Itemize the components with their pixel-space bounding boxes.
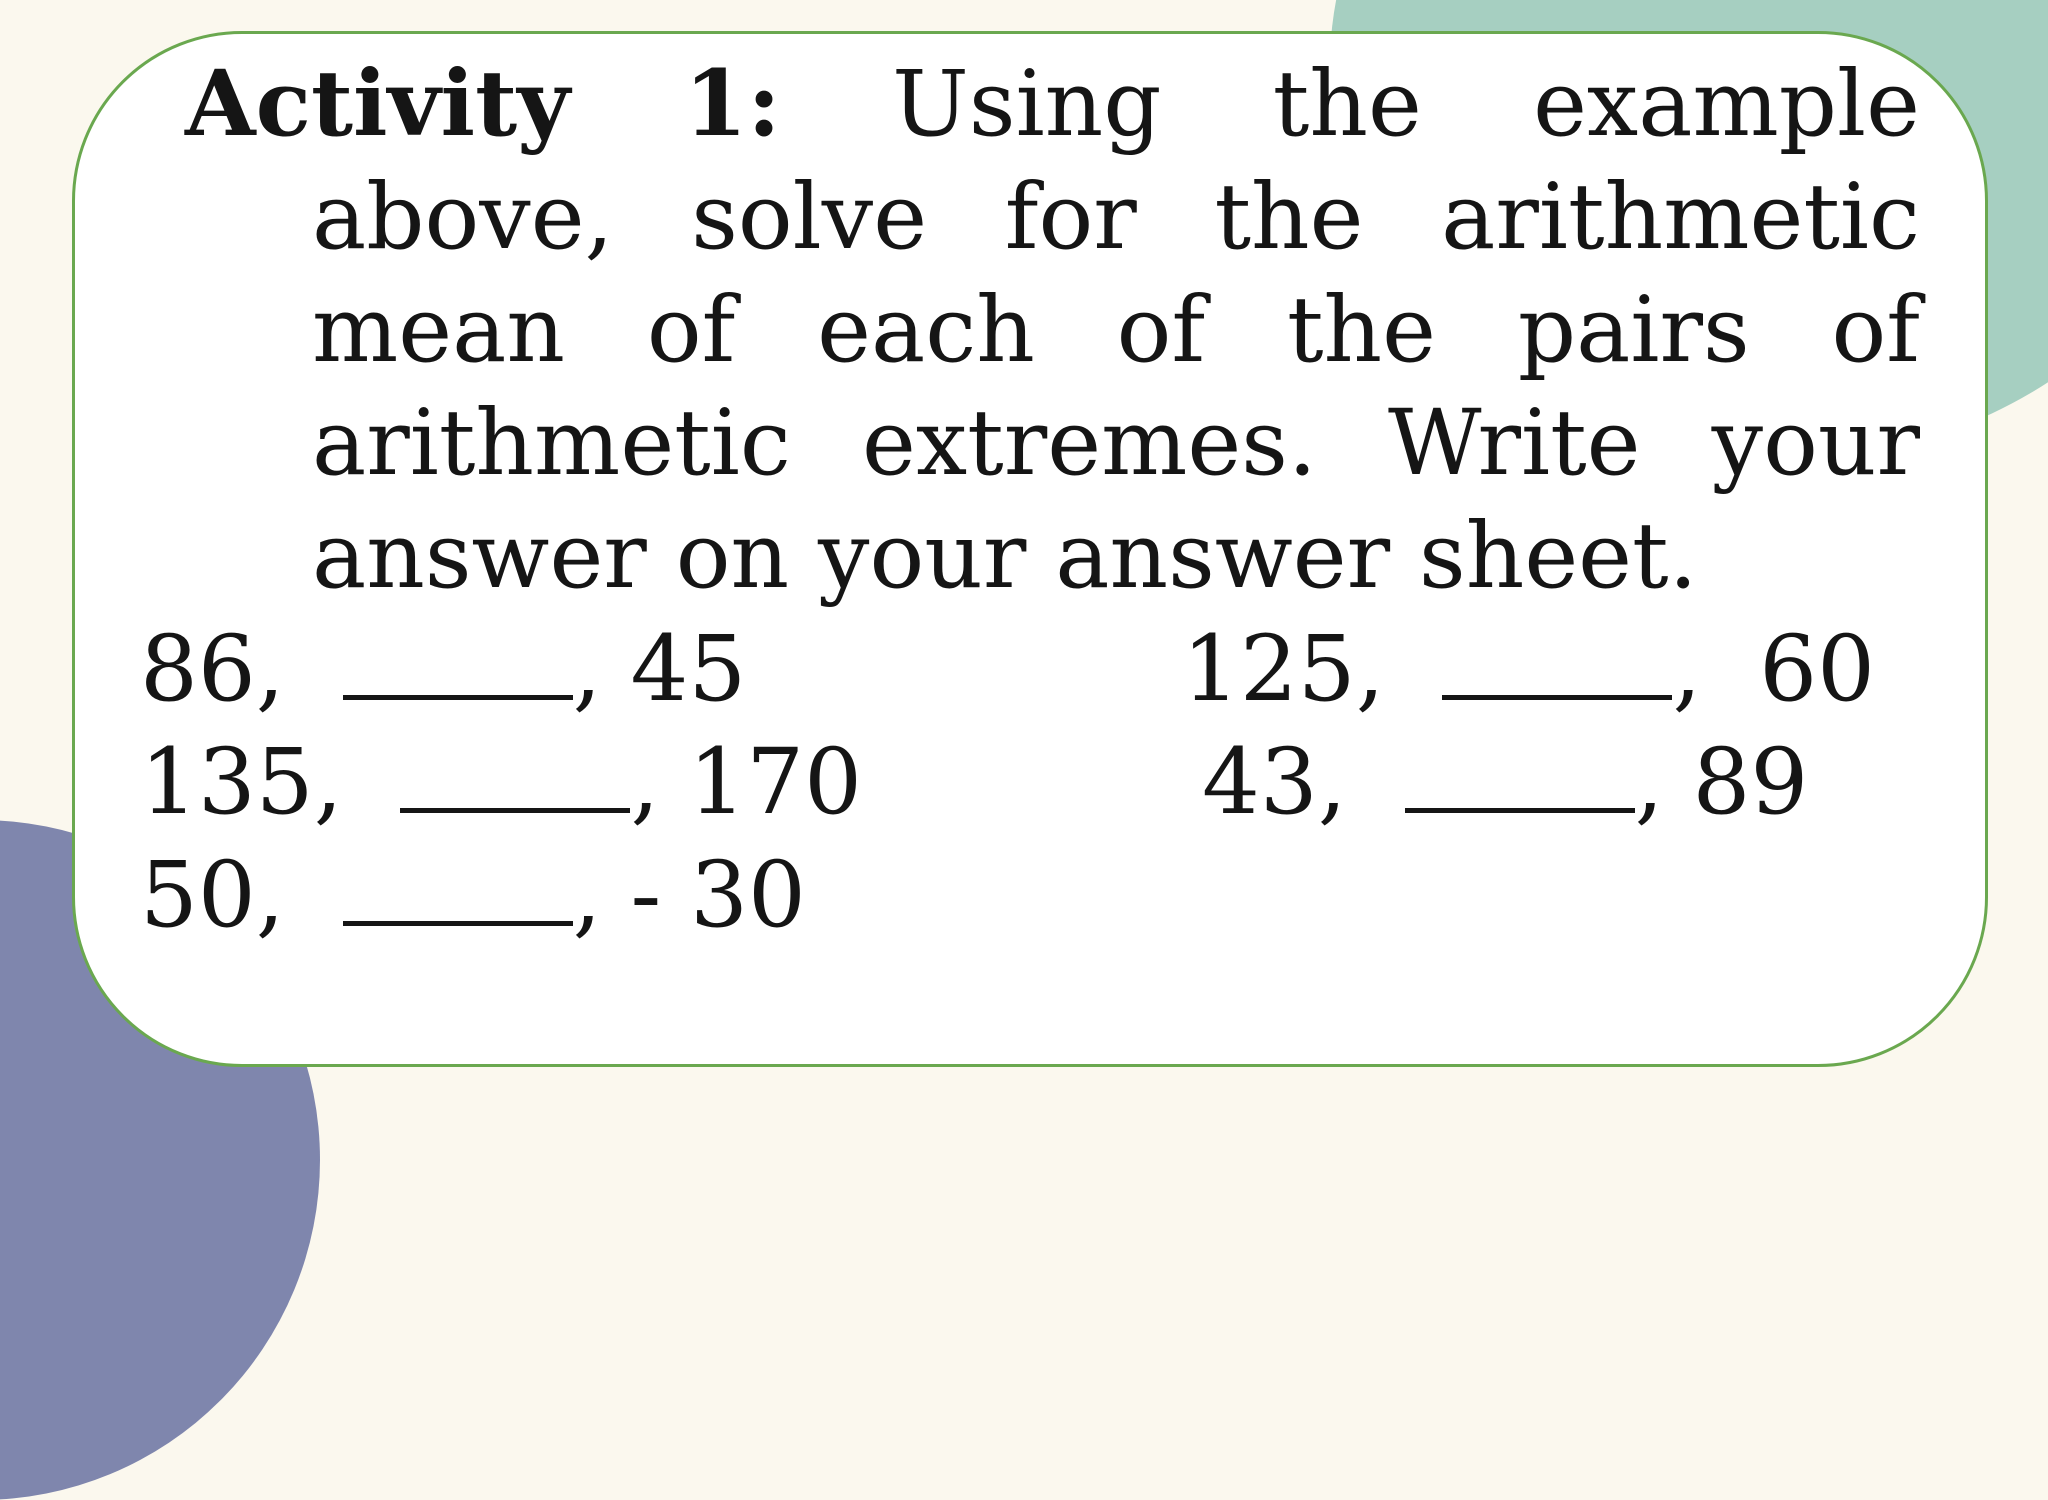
problem-86-45 [140,613,746,726]
answer-blank [1442,695,1672,700]
problem-50-minus-30 [140,839,806,952]
problem-first-term: 43, [1202,730,1347,835]
problem-135-170 [140,726,862,839]
problem-last-term: , 170 [630,730,863,835]
problem-last-term: , - 30 [572,843,806,948]
problem-first-term: 86, [140,617,285,722]
problem-43-89 [1202,726,1808,839]
problem-last-term: , 60 [1672,617,1876,722]
problem-first-term: 125, [1182,617,1385,722]
answer-blank [343,921,573,926]
problem-last-term: , 89 [1634,730,1809,835]
problem-first-term: 135, [140,730,343,835]
problem-125-60 [1182,613,1875,726]
answer-blank [400,808,630,813]
problem-first-term: 50, [140,843,285,948]
activity-instruction-text: Using the example above, solve for the arithmetic mean of each of the pairs of arithmetic extremes. Write your answer on your answer sheet. [312,52,1920,609]
activity-instruction [185,48,1920,613]
activity-label: Activity 1: [185,51,781,157]
problem-last-term: , 45 [572,617,747,722]
answer-blank [1405,808,1635,813]
answer-blank [343,695,573,700]
